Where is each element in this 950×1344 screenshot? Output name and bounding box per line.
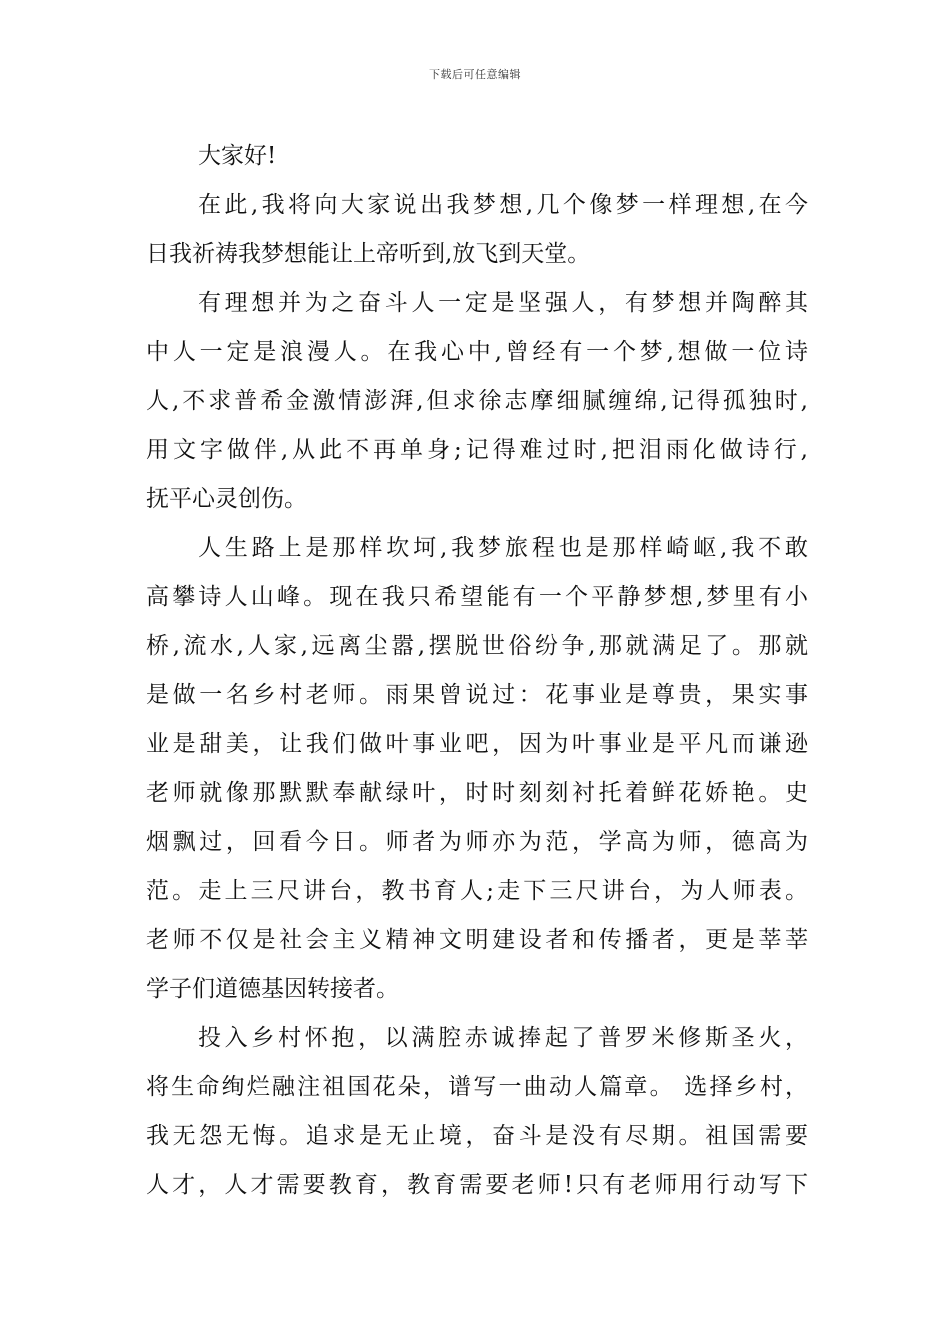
text-line: 人才，人才需要教育，教育需要老师!只有老师用行动写下 bbox=[146, 1172, 808, 1198]
text-line: 人,不求普希金激情澎湃,但求徐志摩细腻缠绵,记得孤独时, bbox=[146, 388, 808, 414]
text-line: 高攀诗人山峰。现在我只希望能有一个平静梦想,梦里有小 bbox=[146, 584, 808, 610]
text-line: 在此,我将向大家说出我梦想,几个像梦一样理想,在今 bbox=[198, 192, 808, 218]
text-line: 日我祈祷我梦想能让上帝听到,放飞到天堂。 bbox=[146, 241, 591, 267]
text-line: 业是甜美，让我们做叶事业吧，因为叶事业是平凡而谦逊 bbox=[146, 731, 808, 757]
paragraph bbox=[146, 181, 808, 279]
paragraph bbox=[146, 132, 808, 181]
text-line: 人生路上是那样坎坷,我梦旅程也是那样崎岖,我不敢 bbox=[198, 535, 808, 561]
text-line: 是做一名乡村老师。雨果曾说过：花事业是尊贵，果实事 bbox=[146, 682, 808, 708]
text-line: 大家好! bbox=[198, 143, 277, 169]
text-line: 桥,流水,人家,远离尘嚣,摆脱世俗纷争,那就满足了。那就 bbox=[146, 633, 808, 659]
text-line: 用文字做伴,从此不再单身;记得难过时,把泪雨化做诗行, bbox=[146, 437, 808, 463]
paragraph bbox=[146, 524, 808, 1014]
text-line: 烟飘过，回看今日。师者为师亦为范，学高为师，德高为 bbox=[146, 829, 808, 855]
text-line: 学子们道德基因转接者。 bbox=[146, 976, 399, 1002]
text-line: 中人一定是浪漫人。在我心中,曾经有一个梦,想做一位诗 bbox=[146, 339, 808, 365]
text-line: 我无怨无悔。追求是无止境，奋斗是没有尽期。祖国需要 bbox=[146, 1123, 808, 1149]
text-line: 范。走上三尺讲台，教书育人;走下三尺讲台，为人师表。 bbox=[146, 878, 808, 904]
text-line: 投入乡村怀抱，以满腔赤诚捧起了普罗米修斯圣火， bbox=[198, 1025, 808, 1051]
text-line: 老师不仅是社会主义精神文明建设者和传播者，更是莘莘 bbox=[146, 927, 808, 953]
text-line: 有理想并为之奋斗人一定是坚强人，有梦想并陶醉其 bbox=[198, 290, 808, 316]
paragraph bbox=[146, 1014, 808, 1210]
header-note: 下载后可任意编辑 bbox=[429, 68, 521, 81]
text-line: 将生命绚烂融注祖国花朵，谱写一曲动人篇章。 选择乡村， bbox=[146, 1074, 808, 1100]
text-line: 抚平心灵创伤。 bbox=[146, 486, 307, 512]
text-line: 老师就像那默默奉献绿叶，时时刻刻衬托着鲜花娇艳。史 bbox=[146, 780, 808, 806]
paragraph bbox=[146, 279, 808, 524]
body-text bbox=[146, 132, 808, 1210]
